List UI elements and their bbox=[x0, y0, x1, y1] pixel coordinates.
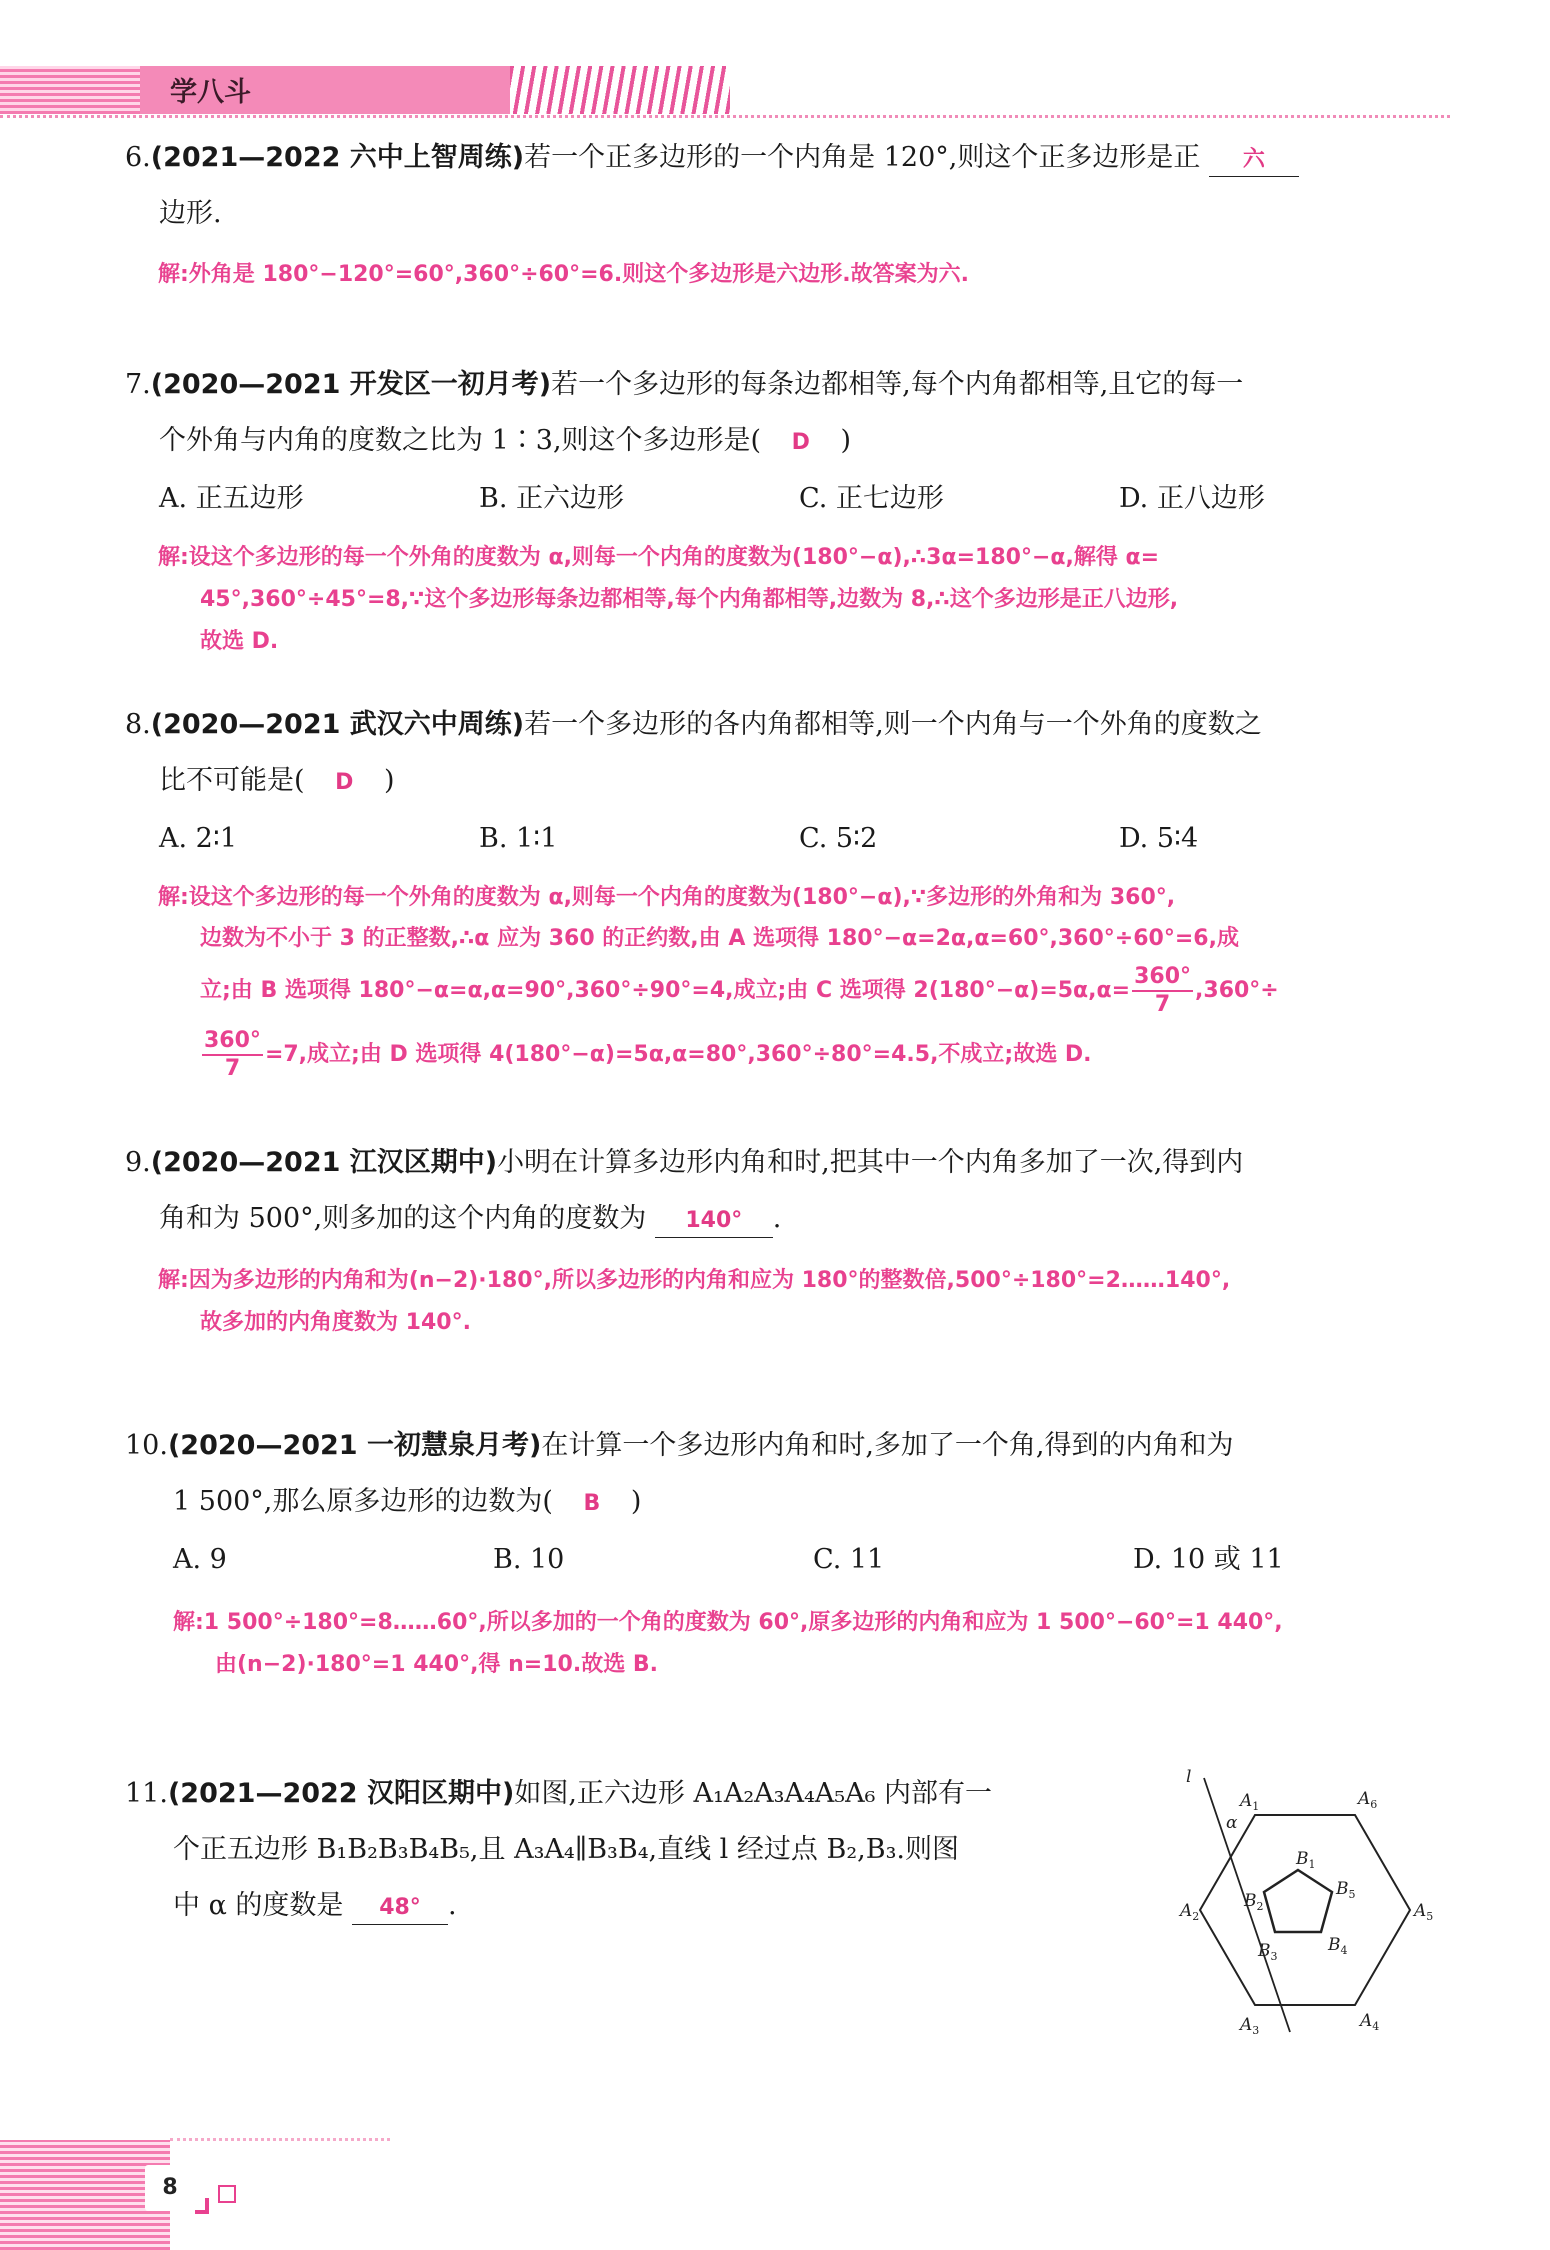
label-b2: $B_2$ bbox=[1244, 1891, 1264, 1913]
label-b3: $B_3$ bbox=[1258, 1941, 1278, 1963]
q7-text-1: 若一个多边形的每条边都相等,每个内角都相等,且它的每一 bbox=[551, 369, 1244, 400]
q9-line-2 bbox=[125, 1191, 1445, 1247]
q11-text-3b: . bbox=[448, 1890, 457, 1921]
q10-solution bbox=[173, 1602, 1283, 1686]
q11-geometry-figure bbox=[1160, 1760, 1460, 2040]
page-square-icon bbox=[218, 2185, 236, 2203]
q8-solution-line-4 bbox=[158, 1023, 1279, 1087]
question-11 bbox=[125, 1766, 1165, 1934]
q6-solution bbox=[158, 254, 969, 296]
label-a3: $A_3$ bbox=[1240, 2015, 1260, 2037]
q8-fraction-1-num: 360° bbox=[1132, 964, 1193, 992]
q6-source: (2021—2022 六中上智周练) bbox=[150, 142, 525, 173]
q8-fraction-2-num: 360° bbox=[202, 1028, 263, 1056]
q8-fraction-1 bbox=[1132, 964, 1193, 1018]
q7-number: 7. bbox=[125, 369, 151, 400]
q8-fraction-2-den: 7 bbox=[224, 1056, 241, 1081]
q8-text-2b: ) bbox=[384, 765, 395, 796]
label-l: l bbox=[1186, 1767, 1192, 1787]
q8-solution-3a: 立;由 B 选项得 180°−α=α,α=90°,360°÷90°=4,成立;由 C 选项得 2(180°−α)=5α,α= bbox=[200, 978, 1131, 1003]
label-b5: $B_5$ bbox=[1336, 1879, 1356, 1901]
q8-option-d: D. 5∶4 bbox=[1119, 823, 1199, 854]
q9-text-2b: . bbox=[772, 1203, 782, 1234]
q9-solution-line-2: 故多加的内角度数为 140°. bbox=[200, 1310, 471, 1335]
q9-solution bbox=[158, 1260, 1230, 1344]
q8-line-1 bbox=[125, 697, 1445, 753]
label-b1: $B_1$ bbox=[1296, 1849, 1316, 1871]
q10-option-a: A. 9 bbox=[173, 1544, 227, 1575]
q10-text-1: 在计算一个多边形内角和时,多加了一个角,得到的内角和为 bbox=[541, 1430, 1234, 1461]
q9-answer-blank bbox=[655, 1203, 773, 1238]
label-alpha: α bbox=[1226, 1813, 1238, 1833]
q10-line-2 bbox=[125, 1474, 1445, 1532]
q7-text-2b: ) bbox=[840, 425, 852, 456]
label-a5: $A_5$ bbox=[1414, 1901, 1434, 1923]
label-a6: $A_6$ bbox=[1358, 1789, 1378, 1811]
q8-line-2 bbox=[125, 753, 1445, 811]
q9-solution-line-1: 解:因为多边形的内角和为(n−2)·180°,所以多边形的内角和应为 180°的整数倍,500°÷180°=2……140°, bbox=[158, 1268, 1231, 1293]
q6-number: 6. bbox=[125, 142, 151, 173]
q8-solution-4b: =7,成立;由 D 选项得 4(180°−α)=5α,α=80°,360°÷80°=4.5,不成立;故选 D. bbox=[264, 1042, 1092, 1067]
q8-answer: D bbox=[335, 770, 354, 795]
q7-option-b: B. 正六边形 bbox=[479, 483, 625, 514]
page-number: 8 bbox=[145, 2165, 195, 2211]
q10-number: 10. bbox=[125, 1430, 168, 1461]
label-a2: $A_2$ bbox=[1180, 1901, 1200, 1923]
q9-source: (2020—2021 江汉区期中) bbox=[150, 1147, 498, 1178]
label-a1: $A_1$ bbox=[1240, 1791, 1260, 1813]
q10-solution-line-1: 解:1 500°÷180°=8……60°,所以多加的一个角的度数为 60°,原多边形的内角和应为 1 500°−60°=1 440°, bbox=[173, 1610, 1283, 1635]
q8-source: (2020—2021 武汉六中周练) bbox=[150, 709, 525, 740]
header-stripes-right bbox=[510, 66, 730, 114]
header-stripes-left bbox=[0, 66, 140, 114]
q11-answer-blank bbox=[352, 1890, 448, 1925]
q7-source: (2020—2021 开发区一初月考) bbox=[150, 369, 552, 400]
q10-line-1 bbox=[125, 1418, 1445, 1474]
hexagon-shape bbox=[1200, 1815, 1410, 2005]
q7-line-2 bbox=[125, 413, 1445, 471]
q10-source: (2020—2021 一初慧泉月考) bbox=[167, 1430, 542, 1461]
label-b4: $B_4$ bbox=[1328, 1935, 1348, 1957]
q7-option-a: A. 正五边形 bbox=[159, 483, 304, 514]
q9-text-2a: 角和为 500°,则多加的这个内角的度数为 bbox=[159, 1203, 647, 1234]
q10-solution-line-2: 由(n−2)·180°=1 440°,得 n=10.故选 B. bbox=[215, 1652, 658, 1677]
q6-answer: 六 bbox=[1242, 147, 1265, 172]
q8-text-1: 若一个多边形的各内角都相等,则一个内角与一个外角的度数之 bbox=[524, 709, 1262, 740]
q8-number: 8. bbox=[125, 709, 151, 740]
q10-option-d: D. 10 或 11 bbox=[1133, 1544, 1284, 1575]
question-9 bbox=[125, 1135, 1445, 1247]
q8-option-c: C. 5∶2 bbox=[799, 823, 878, 854]
footer-dots bbox=[170, 2138, 390, 2141]
q10-option-c: C. 11 bbox=[813, 1544, 885, 1575]
question-6 bbox=[125, 130, 1445, 242]
q7-line-1 bbox=[125, 357, 1445, 413]
question-8 bbox=[125, 697, 1445, 867]
q6-solution-line: 解:外角是 180°−120°=60°,360°÷60°=6.则这个多边形是六边形.故答案为六. bbox=[158, 262, 969, 287]
q7-answer: D bbox=[791, 430, 810, 455]
q11-source: (2021—2022 汉阳区期中) bbox=[167, 1778, 515, 1809]
q9-line-1 bbox=[125, 1135, 1445, 1191]
q8-text-2a: 比不可能是( bbox=[159, 765, 305, 796]
q8-fraction-1-den: 7 bbox=[1154, 992, 1171, 1017]
q8-option-b: B. 1∶1 bbox=[479, 823, 558, 854]
question-10 bbox=[125, 1418, 1445, 1588]
q9-number: 9. bbox=[125, 1147, 151, 1178]
q11-line-3 bbox=[125, 1878, 1165, 1934]
q10-text-2b: ) bbox=[630, 1486, 642, 1517]
q7-solution-line-3: 故选 D. bbox=[200, 629, 279, 654]
q8-solution-3b: ,360°÷ bbox=[1195, 978, 1279, 1003]
label-a4: $A_4$ bbox=[1360, 2011, 1380, 2033]
page-header bbox=[0, 60, 1550, 118]
q8-solution-line-3 bbox=[158, 959, 1279, 1023]
page-corner-mark bbox=[195, 2198, 209, 2214]
q8-solution-line-1: 解:设这个多边形的每一个外角的度数为 α,则每一个内角的度数为(180°−α),∵多边形的外角和为 360°, bbox=[158, 885, 1176, 910]
q11-number: 11. bbox=[125, 1778, 168, 1809]
q7-options bbox=[125, 471, 1445, 527]
q7-text-2a: 个外角与内角的度数之比为 1∶3,则这个多边形是( bbox=[159, 425, 762, 456]
q8-option-a: A. 2∶1 bbox=[159, 823, 238, 854]
q10-options bbox=[125, 1532, 1445, 1588]
q11-text-1: 如图,正六边形 A₁A₂A₃A₄A₅A₆ 内部有一 bbox=[514, 1778, 993, 1809]
q6-text-2: 边形. bbox=[159, 198, 222, 229]
header-divider bbox=[0, 115, 1450, 118]
q7-solution-line-2: 45°,360°÷45°=8,∵这个多边形每条边都相等,每个内角都相等,边数为 8,∴这个多边形是正八边形, bbox=[200, 587, 1179, 612]
q10-option-b: B. 10 bbox=[493, 1544, 565, 1575]
q7-solution bbox=[158, 537, 1178, 663]
q8-fraction-2 bbox=[202, 1028, 263, 1082]
pentagon-shape bbox=[1264, 1870, 1332, 1932]
q6-answer-blank bbox=[1209, 142, 1299, 177]
q11-text-3a: 中 α 的度数是 bbox=[173, 1890, 344, 1921]
q8-solution bbox=[158, 877, 1279, 1087]
q6-line-1 bbox=[125, 130, 1445, 186]
q7-option-d: D. 正八边形 bbox=[1119, 483, 1265, 514]
q11-answer: 48° bbox=[379, 1895, 421, 1920]
q6-text-1: 若一个正多边形的一个内角是 120°,则这个正多边形是正 bbox=[524, 142, 1201, 173]
q7-solution-line-1: 解:设这个多边形的每一个外角的度数为 α,则每一个内角的度数为(180°−α),∴3α=180°−α,解得 α= bbox=[158, 545, 1160, 570]
question-7 bbox=[125, 357, 1445, 527]
header-title: 学八斗 bbox=[170, 77, 251, 108]
q10-answer: B bbox=[583, 1491, 601, 1516]
q10-text-2a: 1 500°,那么原多边形的边数为( bbox=[173, 1486, 553, 1517]
q9-text-1: 小明在计算多边形内角和时,把其中一个内角多加了一次,得到内 bbox=[497, 1147, 1244, 1178]
q7-option-c: C. 正七边形 bbox=[799, 483, 944, 514]
q8-options bbox=[125, 811, 1445, 867]
q11-line-1 bbox=[125, 1766, 1165, 1822]
q8-solution-line-2: 边数为不小于 3 的正整数,∴α 应为 360 的正约数,由 A 选项得 180°−α=2α,α=60°,360°÷60°=6,成 bbox=[200, 926, 1239, 951]
q9-answer: 140° bbox=[685, 1208, 743, 1233]
q11-text-2: 个正五边形 B₁B₂B₃B₄B₅,且 A₃A₄∥B₃B₄,直线 l 经过点 B₂,B₃.则图 bbox=[173, 1834, 959, 1865]
